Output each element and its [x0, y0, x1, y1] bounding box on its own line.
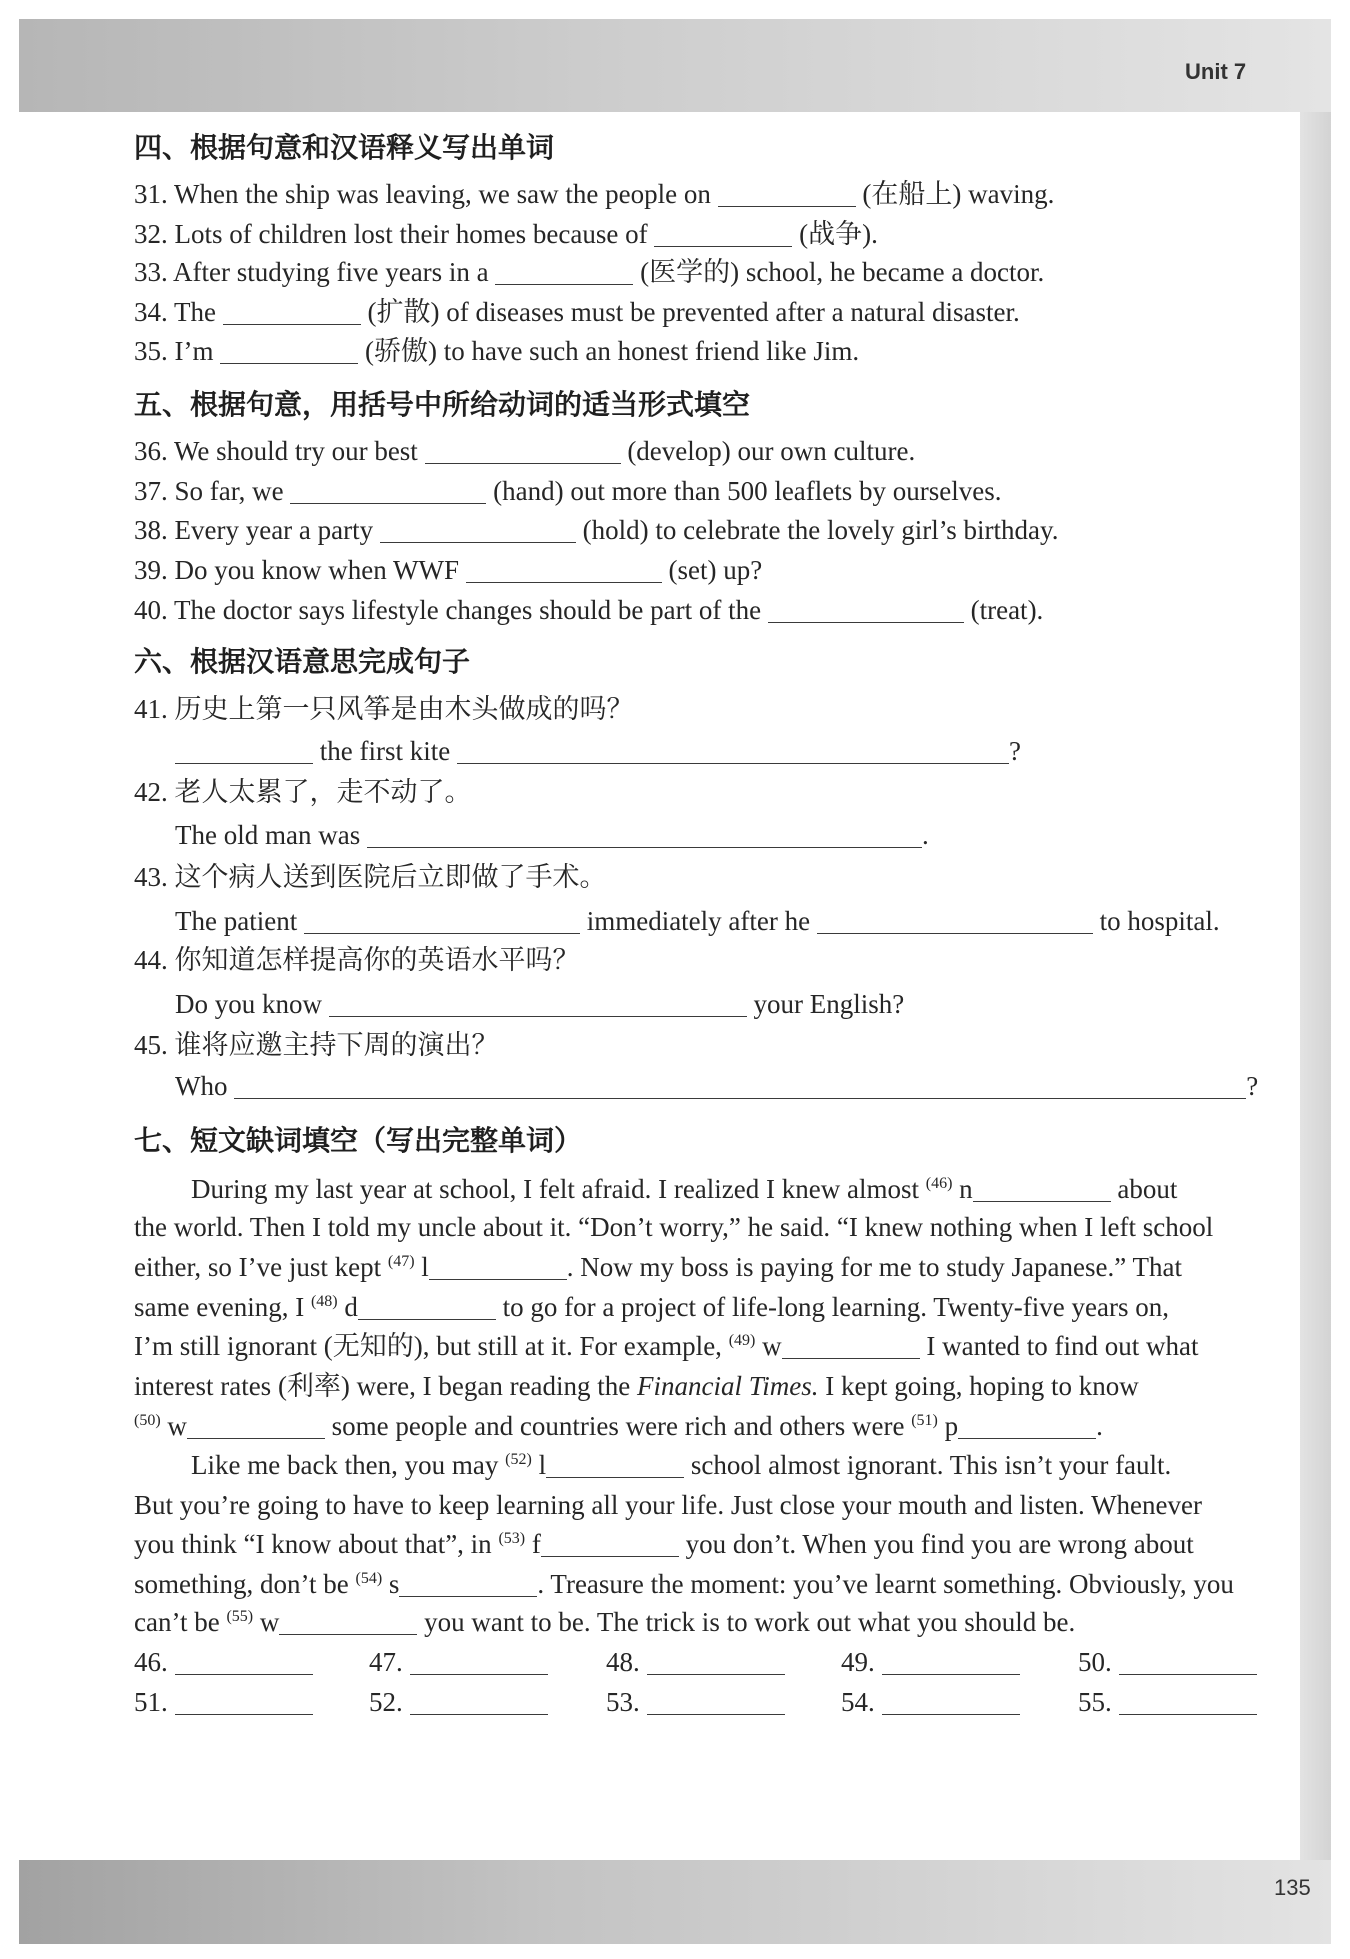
chinese-prompt: 老人太累了，走不动了。 — [174, 777, 472, 807]
answer-blank[interactable] — [429, 1259, 567, 1280]
passage-line — [134, 1564, 1234, 1604]
answer-cell — [1078, 1682, 1257, 1722]
blank-number-marker: (54) — [355, 1570, 383, 1587]
answer-blank[interactable] — [358, 1299, 496, 1320]
answer-blank[interactable] — [425, 443, 621, 464]
answer-number: 55. — [1078, 1687, 1112, 1717]
blank-number-marker: (48) — [310, 1293, 338, 1310]
answer-text: Who — [175, 1071, 228, 1101]
answer-cell — [606, 1642, 785, 1682]
item-text: (develop) our own culture. — [627, 436, 916, 466]
first-letter-hint: w — [167, 1411, 187, 1441]
passage-line — [134, 1602, 1075, 1642]
section-heading-7: 七、短文缺词填空（写出完整单词） — [134, 1124, 583, 1157]
answer-blank[interactable] — [399, 1576, 537, 1597]
item-text: So far, we — [174, 476, 284, 506]
blank-number-marker: (55) — [226, 1608, 254, 1625]
answer-blank[interactable] — [380, 522, 576, 543]
answer-blank[interactable] — [1119, 1694, 1257, 1715]
answer-blank[interactable] — [718, 186, 856, 207]
answer-blank[interactable] — [304, 913, 580, 934]
answer-cell — [841, 1682, 1020, 1722]
passage-text: Like me back then, you may — [191, 1450, 499, 1480]
answer-text: your English? — [753, 989, 905, 1019]
first-letter-hint: d — [344, 1292, 358, 1322]
answer-blank[interactable] — [175, 743, 313, 764]
item-number: 38. — [134, 515, 168, 545]
item-text: (医学的) school, he became a doctor. — [640, 257, 1045, 287]
passage-line — [191, 1169, 1177, 1209]
passage-line — [134, 1406, 1103, 1446]
passage-line — [191, 1445, 1171, 1485]
chinese-prompt: 历史上第一只风筝是由木头做成的吗？ — [174, 694, 634, 724]
passage-line — [134, 1247, 1182, 1287]
passage-text: either, so I’ve just kept — [134, 1252, 382, 1282]
item-number: 31. — [134, 179, 168, 209]
passage-text: about — [1117, 1174, 1178, 1204]
item-33 — [134, 252, 1044, 292]
answer-blank[interactable] — [410, 1694, 548, 1715]
answer-text: ? — [1008, 736, 1021, 766]
section-heading-5: 五、根据句意，用括号中所给动词的适当形式填空 — [134, 388, 751, 421]
answer-text: The patient — [175, 906, 298, 936]
passage-text: you don’t. When you find you are wrong about — [685, 1529, 1194, 1559]
answer-cell — [369, 1642, 548, 1682]
answer-blank[interactable] — [329, 996, 747, 1017]
answer-blank[interactable] — [234, 1078, 1246, 1099]
first-letter-hint: n — [959, 1174, 973, 1204]
passage-text: some people and countries were rich and others were — [331, 1411, 905, 1441]
answer-blank[interactable] — [175, 1694, 313, 1715]
page-edge-strip — [1300, 112, 1331, 1860]
answer-blank[interactable] — [220, 343, 358, 364]
answer-cell — [134, 1642, 313, 1682]
item-45-answer — [175, 1066, 1258, 1106]
item-number: 41. — [134, 694, 168, 724]
item-42-answer — [175, 815, 929, 855]
item-text: We should try our best — [174, 436, 418, 466]
item-number: 35. — [134, 336, 168, 366]
answer-number: 49. — [841, 1647, 875, 1677]
item-number: 36. — [134, 436, 168, 466]
item-45-prompt — [134, 1025, 499, 1065]
blank-number-marker: (53) — [498, 1530, 526, 1547]
answer-text: the first kite — [319, 736, 451, 766]
item-40 — [134, 590, 1043, 630]
item-text: (hand) out more than 500 leaflets by ourselves. — [493, 476, 1002, 506]
passage-text: I kept going, hoping to know — [825, 1371, 1139, 1401]
answer-blank[interactable] — [279, 1614, 417, 1635]
item-44-answer — [175, 984, 904, 1024]
newspaper-title: Financial Times. — [637, 1371, 819, 1401]
answer-blank[interactable] — [410, 1654, 548, 1675]
answer-grid-row — [0, 1642, 1300, 1682]
blank-number-marker: (50) — [134, 1412, 161, 1429]
answer-cell — [134, 1682, 313, 1722]
item-text: (treat). — [970, 595, 1044, 625]
answer-text: to hospital. — [1099, 906, 1220, 936]
item-43-answer — [175, 901, 1220, 941]
answer-blank[interactable] — [882, 1654, 1020, 1675]
passage-text: to go for a project of life-long learning. Twenty-five years on, — [502, 1292, 1169, 1322]
answer-text: The old man was — [175, 820, 361, 850]
first-letter-hint: l — [421, 1252, 429, 1282]
answer-blank[interactable] — [973, 1181, 1111, 1202]
passage-text: something, don’t be — [134, 1569, 349, 1599]
answer-blank[interactable] — [647, 1654, 785, 1675]
answer-blank[interactable] — [768, 602, 964, 623]
item-text: After studying five years in a — [173, 257, 489, 287]
passage-line — [134, 1287, 1169, 1327]
passage-text: During my last year at school, I felt afraid. I realized I knew almost — [191, 1174, 919, 1204]
page-header-band — [19, 19, 1331, 112]
item-text: (扩散) of diseases must be prevented after a natural disaster. — [367, 297, 1020, 327]
item-number: 32. — [134, 219, 168, 249]
item-41-prompt — [134, 689, 634, 729]
answer-blank[interactable] — [495, 264, 633, 285]
item-text: Lots of children lost their homes because of — [174, 219, 648, 249]
answer-blank[interactable] — [466, 562, 662, 583]
answer-number: 50. — [1078, 1647, 1112, 1677]
item-text: When the ship was leaving, we saw the people on — [174, 179, 711, 209]
answer-blank[interactable] — [1119, 1654, 1257, 1675]
item-number: 34. — [134, 297, 168, 327]
first-letter-hint: s — [388, 1569, 400, 1599]
blank-number-marker: (49) — [728, 1332, 756, 1349]
item-39 — [134, 550, 762, 590]
answer-blank[interactable] — [187, 1418, 325, 1439]
passage-text: I’m still ignorant (无知的), but still at it. For example, — [134, 1331, 722, 1361]
passage-text: you think “I know about that”, in — [134, 1529, 492, 1559]
page-footer-band — [19, 1860, 1331, 1944]
section-heading-6: 六、根据汉语意思完成句子 — [134, 645, 471, 678]
blank-number-marker: (52) — [505, 1451, 532, 1468]
answer-text: ? — [1246, 1071, 1259, 1101]
answer-number: 52. — [369, 1687, 403, 1717]
passage-text: I wanted to find out what — [926, 1331, 1199, 1361]
first-letter-hint: p — [944, 1411, 959, 1441]
item-text: I’m — [174, 336, 214, 366]
answer-blank[interactable] — [782, 1338, 920, 1359]
item-32 — [134, 214, 878, 254]
item-number: 40. — [134, 595, 168, 625]
passage-text: interest rates (利率) were, I began reading the — [134, 1371, 631, 1401]
unit-label: Unit 7 — [1185, 59, 1247, 84]
first-letter-hint: l — [538, 1450, 547, 1480]
item-31 — [134, 174, 1054, 214]
item-38 — [134, 510, 1059, 550]
item-number: 43. — [134, 862, 168, 892]
item-text: Do you know when WWF — [174, 555, 459, 585]
answer-blank[interactable] — [457, 743, 1009, 764]
item-43-prompt — [134, 857, 607, 897]
item-text: (骄傲) to have such an honest friend like Jim. — [364, 336, 860, 366]
answer-cell — [841, 1642, 1020, 1682]
answer-text: immediately after he — [586, 906, 811, 936]
chinese-prompt: 这个病人送到医院后立即做了手术。 — [174, 862, 607, 892]
answer-blank[interactable] — [647, 1694, 785, 1715]
item-number: 39. — [134, 555, 168, 585]
item-37 — [134, 471, 1002, 511]
blank-number-marker: (47) — [387, 1253, 415, 1270]
passage-text: the world. Then I told my uncle about it. “Don’t worry,” he said. “I knew nothing when I left school — [134, 1212, 1214, 1242]
item-36 — [134, 431, 915, 471]
answer-number: 46. — [134, 1647, 168, 1677]
passage-text: same evening, I — [134, 1292, 305, 1322]
answer-number: 48. — [606, 1647, 640, 1677]
passage-text: But you’re going to have to keep learning all your life. Just close your mouth and listen. Whenever — [134, 1490, 1202, 1520]
item-number: 33. — [134, 257, 168, 287]
passage-text: school almost ignorant. This isn’t your fault. — [690, 1450, 1172, 1480]
passage-line — [134, 1366, 1139, 1406]
passage-line — [134, 1207, 1213, 1247]
passage-line — [134, 1326, 1199, 1366]
item-number: 37. — [134, 476, 168, 506]
answer-cell — [1078, 1642, 1257, 1682]
answer-text: . — [921, 820, 929, 850]
item-number: 45. — [134, 1030, 168, 1060]
item-text: (set) up? — [668, 555, 763, 585]
item-text: The — [174, 297, 216, 327]
item-41-answer — [175, 731, 1021, 771]
passage-text: can’t be — [134, 1607, 220, 1637]
passage-text: . Treasure the moment: you’ve learnt something. Obviously, you — [537, 1569, 1234, 1599]
item-number: 44. — [134, 945, 168, 975]
answer-cell — [606, 1682, 785, 1722]
item-text: (战争). — [799, 219, 878, 249]
section-heading-4: 四、根据句意和汉语释义写出单词 — [134, 131, 555, 164]
answer-blank[interactable] — [958, 1418, 1096, 1439]
item-text: The doctor says lifestyle changes should be part of the — [174, 595, 762, 625]
answer-blank[interactable] — [290, 483, 486, 504]
answer-blank[interactable] — [175, 1654, 313, 1675]
answer-grid-row — [0, 1682, 1300, 1722]
item-44-prompt — [134, 940, 580, 980]
answer-number: 53. — [606, 1687, 640, 1717]
blank-number-marker: (46) — [925, 1175, 953, 1192]
answer-number: 51. — [134, 1687, 168, 1717]
passage-text: . Now my boss is paying for me to study Japanese.” That — [566, 1252, 1182, 1282]
page-number: 135 — [1274, 1875, 1311, 1900]
passage-line — [134, 1524, 1194, 1564]
passage-text: you want to be. The trick is to work out what you should be. — [424, 1607, 1076, 1637]
first-letter-hint: w — [259, 1607, 280, 1637]
item-text: (hold) to celebrate the lovely girl’s birthday. — [582, 515, 1059, 545]
answer-blank[interactable] — [223, 304, 361, 325]
answer-blank[interactable] — [546, 1457, 684, 1478]
first-letter-hint: w — [762, 1331, 782, 1361]
answer-blank[interactable] — [817, 913, 1093, 934]
passage-text: . — [1096, 1411, 1103, 1441]
chinese-prompt: 你知道怎样提高你的英语水平吗？ — [174, 945, 580, 975]
answer-number: 54. — [841, 1687, 875, 1717]
answer-blank[interactable] — [654, 226, 792, 247]
item-42-prompt — [134, 772, 472, 812]
answer-blank[interactable] — [882, 1694, 1020, 1715]
passage-line — [134, 1485, 1202, 1525]
item-34 — [134, 292, 1020, 332]
item-35 — [134, 331, 859, 371]
item-text: (在船上) waving. — [862, 179, 1055, 209]
item-number: 42. — [134, 777, 168, 807]
blank-number-marker: (51) — [911, 1412, 938, 1429]
chinese-prompt: 谁将应邀主持下周的演出？ — [174, 1030, 499, 1060]
answer-number: 47. — [369, 1647, 403, 1677]
answer-blank[interactable] — [541, 1536, 679, 1557]
answer-text: Do you know — [175, 989, 322, 1019]
item-text: Every year a party — [174, 515, 374, 545]
answer-blank[interactable] — [367, 827, 922, 848]
first-letter-hint: f — [531, 1529, 541, 1559]
answer-cell — [369, 1682, 548, 1722]
